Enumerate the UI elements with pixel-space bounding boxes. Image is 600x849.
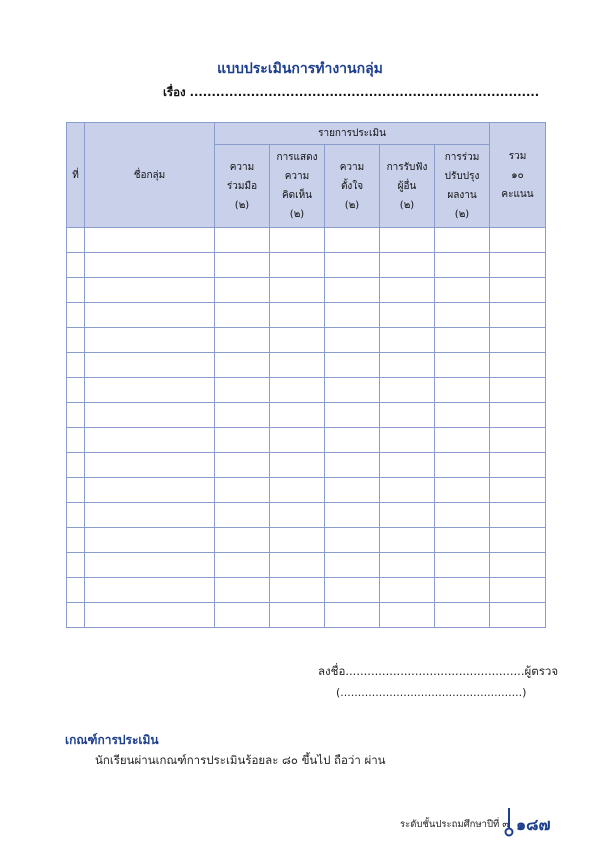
- table-cell[interactable]: [380, 478, 435, 503]
- header-criterion-line: ความ: [284, 171, 310, 182]
- table-cell[interactable]: [67, 378, 85, 403]
- header-criterion-line: (๒): [454, 209, 470, 220]
- table-cell[interactable]: [435, 403, 490, 428]
- table-cell[interactable]: [85, 428, 215, 453]
- table-cell[interactable]: [215, 378, 270, 403]
- table-cell[interactable]: [85, 553, 215, 578]
- table-cell[interactable]: [380, 453, 435, 478]
- header-total-line: รวม: [508, 150, 527, 162]
- table-cell[interactable]: [270, 528, 325, 553]
- table-cell[interactable]: [85, 328, 215, 353]
- criteria-heading: เกณฑ์การประเมิน: [65, 733, 159, 747]
- table-cell[interactable]: [67, 353, 85, 378]
- table-cell[interactable]: [380, 578, 435, 603]
- table-cell[interactable]: [85, 603, 215, 628]
- table-cell[interactable]: [85, 253, 215, 278]
- table-cell[interactable]: [435, 478, 490, 503]
- table-row: [67, 303, 546, 328]
- table-row: [67, 403, 546, 428]
- table-cell[interactable]: [380, 328, 435, 353]
- table-cell[interactable]: [215, 353, 270, 378]
- table-row: [67, 328, 546, 353]
- table-cell[interactable]: [85, 403, 215, 428]
- header-no: ที่: [67, 123, 85, 228]
- table-cell[interactable]: [215, 303, 270, 328]
- table-cell[interactable]: [325, 478, 380, 503]
- header-criterion-line: คิดเห็น: [281, 190, 313, 201]
- header-criterion-line: (๒): [289, 209, 305, 220]
- table-cell[interactable]: [270, 278, 325, 303]
- header-criterion-line: การแสดง: [276, 152, 318, 163]
- table-cell[interactable]: [490, 378, 546, 403]
- table-cell[interactable]: [325, 453, 380, 478]
- table-cell[interactable]: [270, 578, 325, 603]
- table-cell[interactable]: [215, 453, 270, 478]
- table-cell[interactable]: [325, 353, 380, 378]
- table-cell[interactable]: [85, 578, 215, 603]
- table-row: [67, 378, 546, 403]
- header-criterion: [380, 145, 435, 228]
- table-cell[interactable]: [67, 453, 85, 478]
- table-cell[interactable]: [325, 428, 380, 453]
- subject-label: เรื่อง: [163, 85, 186, 99]
- table-row: [67, 578, 546, 603]
- table-cell[interactable]: [380, 253, 435, 278]
- table-cell[interactable]: [215, 428, 270, 453]
- table-cell[interactable]: [435, 303, 490, 328]
- header-criterion-line: ผลงาน: [447, 190, 477, 201]
- table-cell[interactable]: [490, 528, 546, 553]
- table-row: [67, 453, 546, 478]
- table-row: [67, 228, 546, 253]
- table-row: [67, 428, 546, 453]
- header-criterion: [215, 145, 270, 228]
- table-row: [67, 528, 546, 553]
- table-cell[interactable]: [490, 603, 546, 628]
- table-cell[interactable]: [270, 603, 325, 628]
- header-criterion-line: การร่วม: [444, 152, 480, 163]
- table-cell[interactable]: [490, 578, 546, 603]
- table-cell[interactable]: [270, 478, 325, 503]
- page-title: แบบประเมินการทำงานกลุ่ม: [217, 61, 383, 77]
- table-cell[interactable]: [85, 528, 215, 553]
- table-cell[interactable]: [490, 328, 546, 353]
- table-cell[interactable]: [325, 603, 380, 628]
- header-criterion-line: ความ: [229, 161, 255, 173]
- table-cell[interactable]: [215, 253, 270, 278]
- table-cell[interactable]: [67, 478, 85, 503]
- table-cell[interactable]: [270, 403, 325, 428]
- table-cell[interactable]: [67, 603, 85, 628]
- table-cell[interactable]: [435, 553, 490, 578]
- table-cell[interactable]: [380, 553, 435, 578]
- table-cell[interactable]: [325, 253, 380, 278]
- table-cell[interactable]: [270, 453, 325, 478]
- header-criterion: [270, 145, 325, 228]
- table-cell[interactable]: [435, 528, 490, 553]
- table-cell[interactable]: [67, 528, 85, 553]
- table-cell[interactable]: [435, 278, 490, 303]
- header-criterion-line: ตั้งใจ: [340, 180, 364, 192]
- table-row: [67, 553, 546, 578]
- page-number: ๑๘๗: [516, 815, 551, 834]
- subject-blank: ................................................................................: [189, 85, 540, 99]
- table-cell[interactable]: [490, 278, 546, 303]
- table-cell[interactable]: [380, 353, 435, 378]
- table-cell[interactable]: [325, 378, 380, 403]
- table-cell[interactable]: [325, 528, 380, 553]
- table-cell[interactable]: [380, 603, 435, 628]
- table-cell[interactable]: [490, 478, 546, 503]
- table-cell[interactable]: [325, 278, 380, 303]
- header-group-name: ชื่อกลุ่ม: [85, 123, 215, 228]
- table-cell[interactable]: [325, 578, 380, 603]
- table-cell[interactable]: [325, 403, 380, 428]
- header-criterion-line: (๒): [234, 199, 250, 211]
- table-cell[interactable]: [270, 328, 325, 353]
- table-cell[interactable]: [435, 378, 490, 403]
- table-cell[interactable]: [325, 553, 380, 578]
- table-cell[interactable]: [490, 503, 546, 528]
- header-criteria: รายการประเมิน: [215, 123, 490, 145]
- table-row: [67, 603, 546, 628]
- table-cell[interactable]: [435, 353, 490, 378]
- table-cell[interactable]: [325, 503, 380, 528]
- table-cell[interactable]: [435, 453, 490, 478]
- table-cell[interactable]: [85, 453, 215, 478]
- table-cell[interactable]: [435, 228, 490, 253]
- table-row: [67, 253, 546, 278]
- table-cell[interactable]: [380, 378, 435, 403]
- table-cell[interactable]: [270, 428, 325, 453]
- table-cell[interactable]: [270, 228, 325, 253]
- table-cell[interactable]: [490, 403, 546, 428]
- table-cell[interactable]: [380, 428, 435, 453]
- evaluation-table: [66, 122, 546, 628]
- subject-line: [163, 84, 539, 102]
- table-row: [67, 503, 546, 528]
- table-cell[interactable]: [67, 428, 85, 453]
- table-cell[interactable]: [215, 403, 270, 428]
- header-criterion-line: ปรับปรุง: [444, 171, 480, 182]
- signature-name-line: (....................................................): [336, 686, 527, 699]
- header-criterion-line: ความ: [339, 161, 365, 173]
- table-cell[interactable]: [490, 228, 546, 253]
- table-cell[interactable]: [85, 278, 215, 303]
- table-cell[interactable]: [380, 528, 435, 553]
- header-criterion: [435, 145, 490, 228]
- table-cell[interactable]: [85, 503, 215, 528]
- table-cell[interactable]: [215, 553, 270, 578]
- table-row: [67, 278, 546, 303]
- header-criterion-line: ผู้อื่น: [397, 180, 417, 192]
- table-row: [67, 478, 546, 503]
- table-cell[interactable]: [490, 553, 546, 578]
- header-total-line: ๑๐: [511, 169, 524, 181]
- header-criterion: [325, 145, 380, 228]
- table-cell[interactable]: [325, 303, 380, 328]
- table-cell[interactable]: [435, 578, 490, 603]
- table-cell[interactable]: [380, 278, 435, 303]
- header-criterion-line: ร่วมมือ: [226, 180, 258, 192]
- table-cell[interactable]: [85, 353, 215, 378]
- table-cell[interactable]: [435, 253, 490, 278]
- table-cell[interactable]: [325, 328, 380, 353]
- table-cell[interactable]: [85, 228, 215, 253]
- header-total-line: คะแนน: [501, 188, 534, 200]
- table-cell[interactable]: [67, 403, 85, 428]
- table-cell[interactable]: [215, 228, 270, 253]
- table-cell[interactable]: [215, 328, 270, 353]
- table-cell[interactable]: [85, 478, 215, 503]
- table-cell[interactable]: [435, 328, 490, 353]
- table-cell[interactable]: [270, 503, 325, 528]
- table-cell[interactable]: [215, 578, 270, 603]
- header-criterion-line: (๒): [399, 199, 415, 211]
- table-cell[interactable]: [435, 428, 490, 453]
- footer-text: ระดับชั้นประถมศึกษาปีที่ ๓: [400, 819, 509, 830]
- table-cell[interactable]: [215, 528, 270, 553]
- header-total: [490, 123, 546, 228]
- table-cell[interactable]: [380, 228, 435, 253]
- table-cell[interactable]: [380, 403, 435, 428]
- table-cell[interactable]: [67, 228, 85, 253]
- table-cell[interactable]: [67, 278, 85, 303]
- page-marker-icon: [503, 807, 515, 837]
- table-cell[interactable]: [490, 303, 546, 328]
- table-row: [67, 353, 546, 378]
- table-cell[interactable]: [67, 303, 85, 328]
- table-cell[interactable]: [67, 253, 85, 278]
- header-criterion-line: การรับฟัง: [386, 161, 428, 173]
- table-cell[interactable]: [215, 478, 270, 503]
- table-cell[interactable]: [435, 503, 490, 528]
- table-cell[interactable]: [435, 603, 490, 628]
- table-cell[interactable]: [270, 303, 325, 328]
- table-cell[interactable]: [270, 378, 325, 403]
- table-cell[interactable]: [215, 503, 270, 528]
- signature-line: ลงชื่อ.................................................ผู้ตรวจ: [318, 664, 559, 678]
- table-cell[interactable]: [270, 253, 325, 278]
- table-cell[interactable]: [490, 353, 546, 378]
- table-cell[interactable]: [380, 503, 435, 528]
- table-cell[interactable]: [270, 553, 325, 578]
- table-cell[interactable]: [215, 603, 270, 628]
- criteria-text: นักเรียนผ่านเกณฑ์การประเมินร้อยละ ๘๐ ขึ้นไป ถือว่า ผ่าน: [95, 753, 386, 767]
- table-cell[interactable]: [490, 453, 546, 478]
- table-cell[interactable]: [67, 553, 85, 578]
- table-cell[interactable]: [67, 578, 85, 603]
- table-cell[interactable]: [490, 253, 546, 278]
- table-cell[interactable]: [490, 428, 546, 453]
- table-cell[interactable]: [380, 303, 435, 328]
- table-cell[interactable]: [67, 503, 85, 528]
- table-cell[interactable]: [85, 303, 215, 328]
- table-cell[interactable]: [325, 228, 380, 253]
- table-cell[interactable]: [270, 353, 325, 378]
- table-cell[interactable]: [85, 378, 215, 403]
- table-cell[interactable]: [67, 328, 85, 353]
- header-criterion-line: (๒): [344, 199, 360, 211]
- table-cell[interactable]: [215, 278, 270, 303]
